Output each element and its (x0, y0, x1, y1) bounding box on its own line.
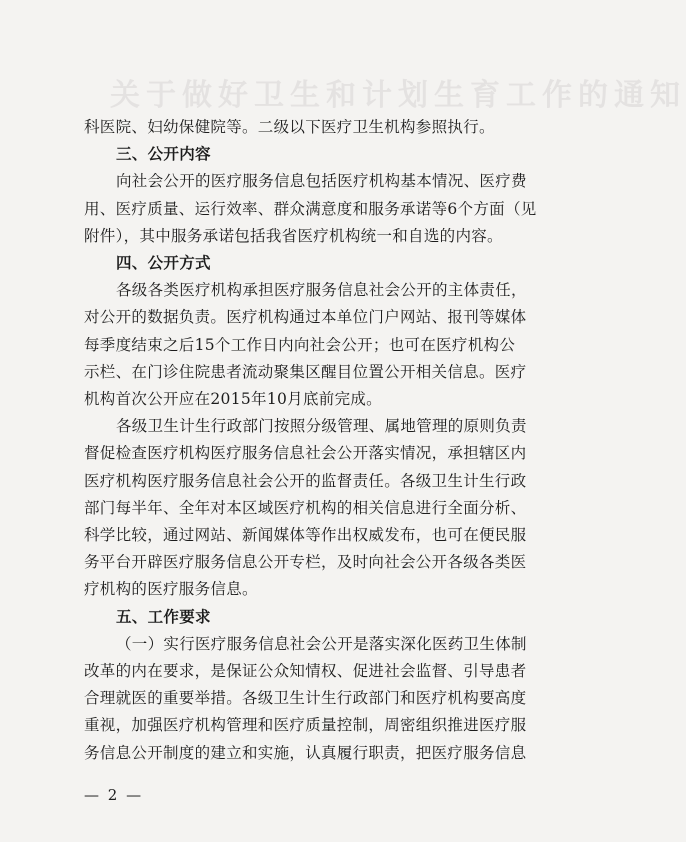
section-heading: 五、工作要求 (116, 606, 211, 626)
paragraph-line: 务信息公开制度的建立和实施，认真履行职责，把医疗服务信息 (84, 743, 527, 762)
paragraph-line: 科医院、妇幼保健院等。二级以下医疗卫生机构参照执行。 (84, 118, 495, 136)
paragraph-line: 部门每半年、全年对本区域医疗机构的相关信息进行全面分析、 (84, 498, 527, 517)
page-number: — 2 — (84, 786, 144, 804)
paragraph-line: 示栏、在门诊住院患者流动聚集区醒目位置公开相关信息。医疗 (84, 362, 527, 381)
paragraph-line: 改革的内在要求，是保证公众知情权、促进社会监督、引导患者 (84, 662, 527, 680)
paragraph-line: 附件），其中服务承诺包括我省医疗机构统一和自选的内容。 (84, 226, 503, 245)
paragraph-line: 各级各类医疗机构承担医疗服务信息社会公开的主体责任， (116, 281, 527, 300)
paragraph-line: 向社会公开的医疗服务信息包括医疗机构基本情况、医疗费 (116, 172, 527, 191)
paragraph-line: 机构首次公开应在2015年10月底前完成。 (84, 390, 382, 408)
paragraph-line: 医疗机构医疗服务信息社会公开的监督责任。各级卫生计生行政 (84, 471, 527, 490)
paragraph-line: 重视，加强医疗机构管理和医疗质量控制，周密组织推进医疗服 (84, 716, 527, 735)
section-heading: 四、公开方式 (116, 253, 211, 272)
paragraph-line: 每季度结束之后15个工作日内向社会公开；也可在医疗机构公 (84, 335, 516, 354)
bleed-through-text: 关于做好卫生和计划生育工作的通知 (110, 78, 686, 113)
section-heading: 三、公开内容 (116, 144, 211, 164)
paragraph-line: 疗机构的医疗服务信息。 (84, 580, 258, 599)
paragraph-line: 合理就医的重要举措。各级卫生计生行政部门和医疗机构要高度 (84, 689, 527, 708)
paragraph-line: 督促检查医疗机构医疗服务信息社会公开落实情况，承担辖区内 (84, 444, 527, 463)
paragraph-line: 对公开的数据负责。医疗机构通过本单位门户网站、报刊等媒体 (84, 308, 527, 327)
paragraph-line: 各级卫生计生行政部门按照分级管理、属地管理的原则负责 (116, 417, 527, 436)
paragraph-line: 科学比较，通过网站、新闻媒体等作出权威发布，也可在便民服 (84, 526, 527, 544)
paragraph-line: 用、医疗质量、运行效率、群众满意度和服务承诺等6个方面（见 (84, 199, 537, 218)
paragraph-line: 务平台开辟医疗服务信息公开专栏，及时向社会公开各级各类医 (84, 553, 527, 572)
paragraph-line: （一）实行医疗服务信息社会公开是落实深化医药卫生体制 (116, 634, 527, 653)
